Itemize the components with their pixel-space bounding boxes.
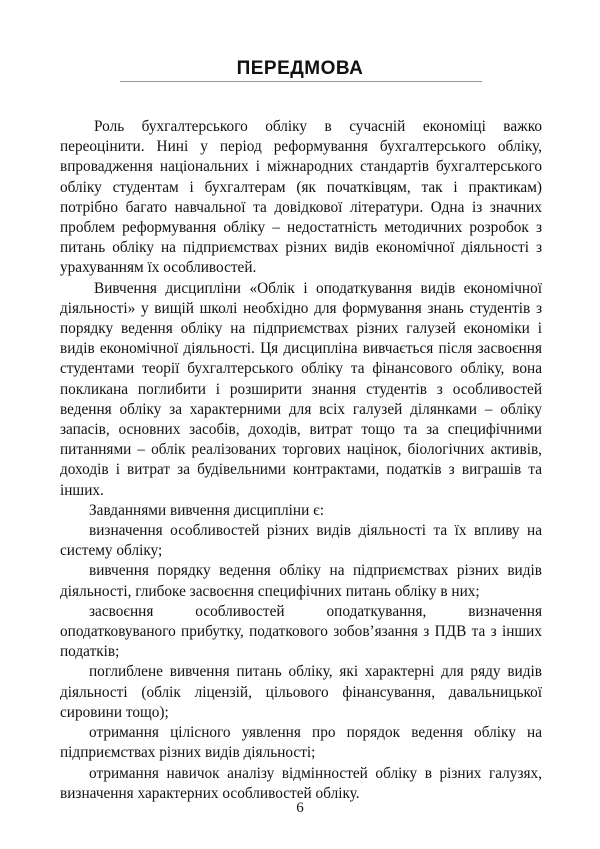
task-item: отримання цілісного уявлення про порядок ведення обліку на підприємствах різних видів діяльності; (60, 724, 542, 762)
task-item: поглиблене вивчення питань обліку, які характерні для ряду видів діяльності (облік ліцензій, цільового фінансування, давальницької сировини тощо); (60, 663, 542, 721)
page-number: 6 (296, 800, 304, 816)
task-item: вивчення порядку ведення обліку на підприємствах різних видів діяльності, глибоке засвоєння специфічних питань обліку в них; (60, 562, 542, 600)
page-body (60, 117, 542, 804)
paragraph-intro: Роль бухгалтерського обліку в сучасній економіці важко переоцінити. Нині у період реформування бухгалтерського обліку, впровадження національних і міжнародних стандартів бухгалтерського обліку студентам і бухгалтерам (як початківцям, так і практикам) потрібно багато навчальної та довідкової літератури. Одна із значних проблем реформування обліку – недостатність методичних розробок з питань обліку на підприємствах різних видів економічної діяльності з урахуванням їх особливостей. (60, 118, 542, 277)
task-item: засвоєння особливостей оподаткування, визначення оподатковуваного прибутку, податкового зобов’язання з ПДВ та з інших податків; (60, 602, 542, 661)
task-item: отримання навичок аналізу відмінностей обліку в різних галузях, визначення характерних особливостей обліку. (60, 764, 542, 802)
title-underline (120, 81, 482, 82)
page-title: ПЕРЕДМОВА (236, 58, 364, 79)
paragraph-tasks-heading: Завданнями вивчення дисципліни є: (89, 501, 324, 519)
paragraph-discipline: Вивчення дисципліни «Облік і оподаткування видів економічної діяльності» у вищій школі необхідно для формування знань студентів з порядку ведення обліку на підприємствах різних галузей економіки і видів економічної діяльності. Ця дисципліна вивчається після засвоєння студентами теорії бухгалтерського обліку та фінансового обліку, вона покликана поглибити і розширити знання студентів з особливостей ведення обліку за характерними для всіх галузей ділянками – обліку запасів, основних засобів, доходів, витрат тощо та за специфічними питаннями – облік реалізованих торгових націнок, біологічних активів, доходів і витрат за будівельними контрактами, податків з виграшів та інших. (60, 279, 542, 499)
task-item: визначення особливостей різних видів діяльності та їх впливу на систему обліку; (60, 522, 542, 560)
